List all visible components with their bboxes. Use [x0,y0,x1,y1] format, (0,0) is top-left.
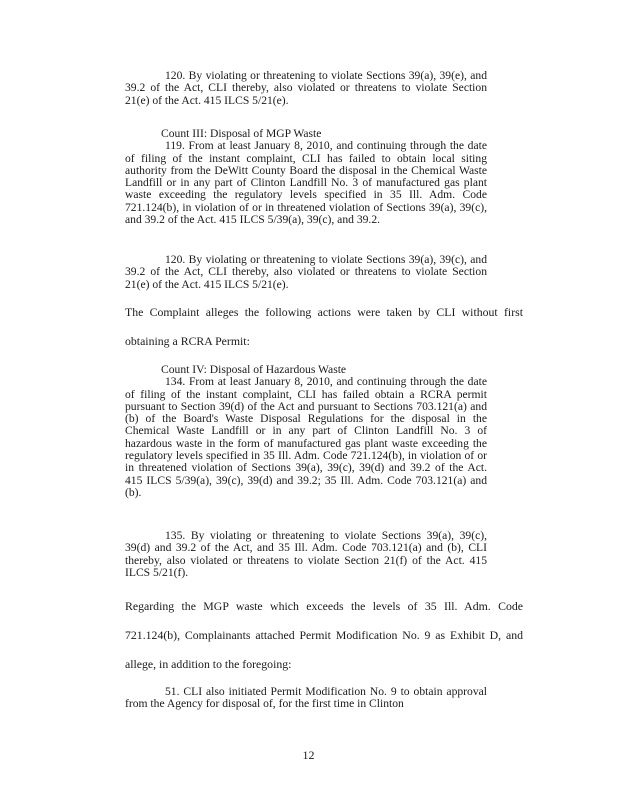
count-iii-heading: Count III: Disposal of MGP Waste [161,127,322,140]
paragraph-135-text: 135. By violating or threatening to violate Sections 39(a), 39(c), 39(d) and 39.2 of the Act, and 35 Ill. Adm. Code 703.121(a) and (b), CLI thereby, also violated or threatens to violate Section 21(f) of the Act. 415 ILCS 5/21(f). [125,529,487,579]
paragraph-135 [125,530,487,579]
paragraph-120-second [125,254,487,291]
count-iv-paragraph-134: 134. From at least January 8, 2010, and continuing through the date of filing of the instant complaint, CLI has failed obtain a RCRA permit pursuant to Section 39(d) of the Act and pursuant to Sections 703.121(a) and (b) of the Board's Waste Disposal Regulations for the disposal in the Chemical Waste Landfill or in any part of Clinton Landfill No. 3 of hazardous waste in the form of manufactured gas plant waste exceeding the regulatory levels specified in 35 Ill. Adm. Code 721.124(b), in violation of or in threatened violation of Sections 39(a), 39(c), 39(d) and 39.2 of the Act. 415 ILCS 5/39(a), 39(c), 39(d) and 39.2; 35 Ill. Adm. Code 703.121(a) and (b). [125,375,487,499]
complaint-rcra-paragraph: The Complaint alleges the following actions were taken by CLI without first obtaining a RCRA Permit: [125,305,523,348]
paragraph-120-second-text: 120. By violating or threatening to violate Sections 39(a), 39(c), and 39.2 of the Act, CLI thereby, also violated or threatens to violate Section 21(e) of the Act. 415 ILCS 5/21(e). [125,253,487,291]
count-iv-heading: Count IV: Disposal of Hazardous Waste [161,363,347,376]
count-iii-paragraph-119: 119. From at least January 8, 2010, and continuing through the date of filing of the instant complaint, CLI has failed to obtain local siting authority from the DeWitt County Board the disposal in the Chemical Waste Landfill or in any part of Clinton Landfill No. 3 of manufactured gas plant waste exceeding the regulatory levels specified in 35 Ill. Adm. Code 721.124(b), in violation of or in threatened violation of Sections 39(a), 39(c), and 39.2 of the Act. 415 ILCS 5/39(a), 39(c), and 39.2. [125,139,487,227]
count-iii-section [125,128,487,226]
page-number: 12 [302,748,315,762]
count-iv-section [125,364,487,499]
mgp-waste-paragraph: Regarding the MGP waste which exceeds the levels of 35 Ill. Adm. Code 721.124(b), Complainants attached Permit Modification No. 9 as Exhibit D, and allege, in addition to the foregoing: [125,599,523,671]
paragraph-51-text: 51. CLI also initiated Permit Modification No. 9 to obtain approval from the Agency for disposal of, for the first time in Clinton [125,685,487,711]
paragraph-120-first-text: 120. By violating or threatening to violate Sections 39(a), 39(e), and 39.2 of the Act, CLI thereby, also violated or threatens to violate Section 21(e) of the Act. 415 ILCS 5/21(e). [125,69,487,107]
paragraph-120-first [125,70,487,107]
paragraph-51 [125,686,487,711]
